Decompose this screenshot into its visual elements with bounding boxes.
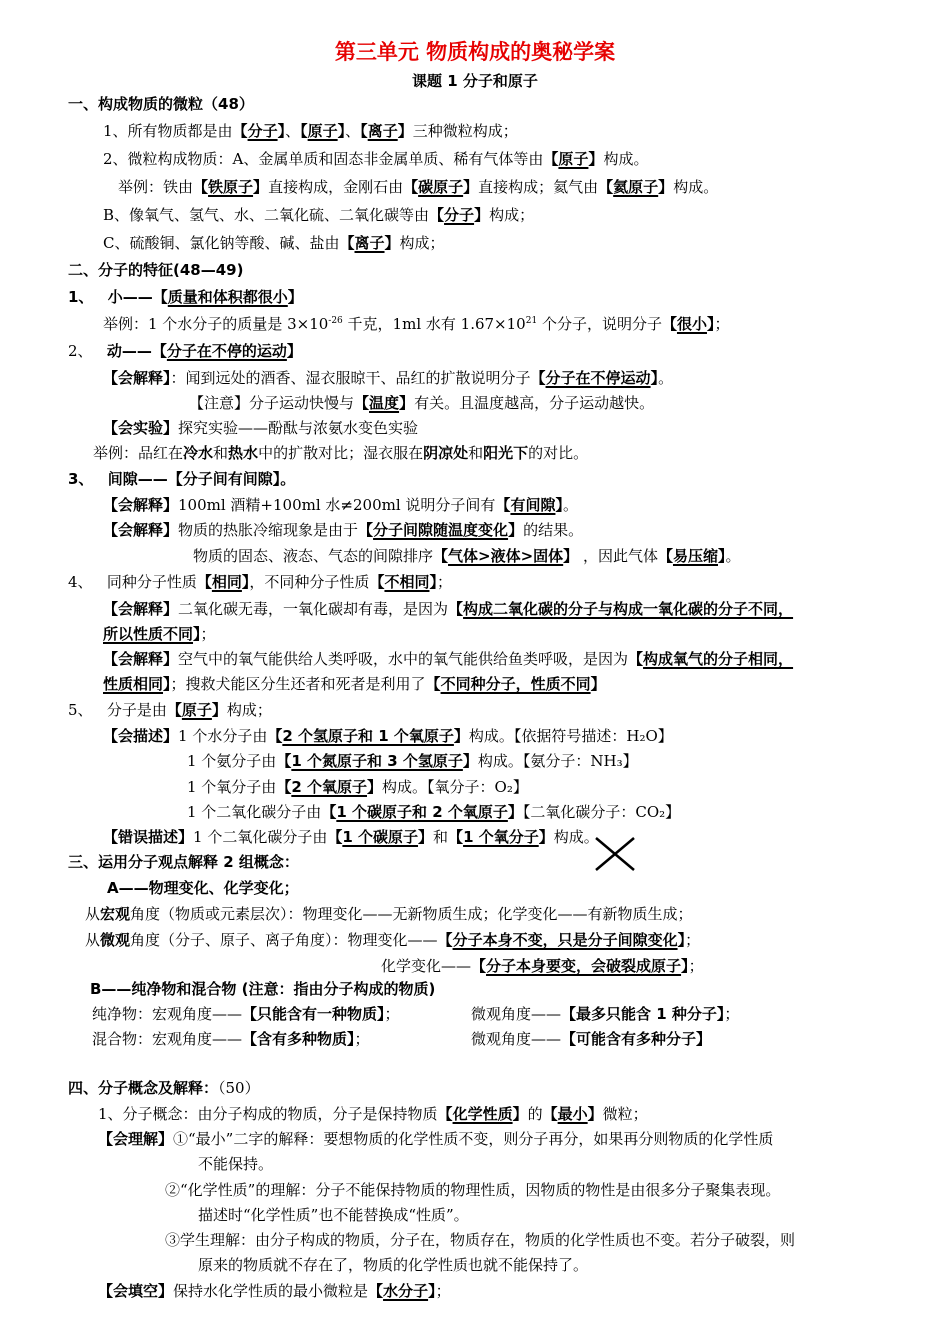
s3-a-chemical: 化学变化——【分子本身要变，会破裂成原子】； [381,957,704,975]
s2-p3-explain-2: 【会解释】物质的热胀冷缩现象是由于【分子间隙随温度变化】的结果。 [103,521,584,539]
section-1-heading: 一、构成物质的微粒（48） [68,95,254,113]
s2-p5-describe-4: 1 个二氧化碳分子由【1 个碳原子和 2 个氧原子】【二氧化碳分子：CO₂】 [187,803,681,821]
lesson-subtitle: 课题 1 分子和原子 [412,72,538,90]
s3-b-pure-micro: 微观角度——【最多只能含 1 种分子】； [471,1005,740,1023]
s2-p5-describe-2: 1 个氨分子由【1 个氮原子和 3 个氢原子】构成。【氨分子：NH₃】 [187,752,638,770]
s2-p5-describe-1: 【会描述】1 个水分子由【2 个氢原子和 1 个氧原子】构成。【依据符号描述：H₂O】 [103,727,673,745]
section-4-heading: 四、分子概念及解释：（50） [68,1079,260,1097]
s2-p3-explain-1: 【会解释】100ml 酒精+100ml 水≠200ml 说明分子间有【有间隙】。 [103,496,578,514]
page-title: 第三单元 物质构成的奥秘学案 [334,40,616,64]
s2-point-1-example: 举例：1 个水分子的质量是 $3\times 10^{-26}$ 千克，1ml 水有 $1.67\times 10^{21}$ 个分子，说明分子【很小】； [103,315,730,333]
s4-line-1: 1、分子概念：由分子构成的物质，分子是保持物质【化学性质】的【最小】微粒； [98,1105,648,1123]
s2-p3-explain-3: 物质的固态、液态、气态的间隙排序【气体>液体>固体】 ，因此气体【易压缩】。 [193,547,741,565]
s3-b-pure: 纯净物：宏观角度——【只能含有一种物质】； [92,1005,400,1023]
s4-understand-1: 【会理解】①“最小”二字的解释：要想物质的化学性质不变，则分子再分，如果再分则物质的化学性质 [98,1130,774,1148]
s2-point-5: 5、 分子是由【原子】构成； [68,701,272,719]
s2-p5-wrong-description: 【错误描述】1 个二氧化碳分子由【1 个碳原子】和【1 个氧分子】构成。 [103,828,599,846]
s1-line-5: C、硫酸铜、氯化钠等酸、碱、盐由【离子】构成； [103,234,445,252]
s2-p4-explain-2: 【会解释】空气中的氧气能供给人类呼吸，水中的氧气能供给鱼类呼吸，是因为【构成氧气的分子相同， [103,650,794,668]
s4-understand-2-cont: 描述时“化学性质”也不能替换成“性质”。 [198,1206,469,1224]
s4-understand-3-cont: 原来的物质就不存在了，物质的化学性质也就不能保持了。 [198,1256,589,1274]
s2-point-1: 1、 小——【质量和体积都很小】 [68,288,303,306]
s2-point-2: 2、 动——【分子在不停的运动】 [68,342,302,360]
s3-b-mixture: 混合物：宏观角度——【含有多种物质】； [92,1030,370,1048]
s3-a-heading: A——物理变化、化学变化； [107,879,299,897]
s1-line-3: 举例：铁由【铁原子】直接构成，金刚石由【碳原子】直接构成；氦气由【氦原子】构成。 [118,178,719,196]
s2-p2-example: 举例：品红在冷水和热水中的扩散对比；湿衣服在阴凉处和阳光下的对比。 [93,444,589,462]
section-3-heading: 三、运用分子观点解释 2 组概念： [68,853,299,871]
s3-b-mixture-micro: 微观角度——【可能含有多种分子】 [471,1030,712,1048]
s2-p4-explain-2-cont: 性质相同】；搜救犬能区分生还者和死者是利用了【不同种分子，性质不同】 [103,675,606,693]
s2-p2-note: 【注意】分子运动快慢与【温度】有关。且温度越高，分子运动越快。 [189,394,655,412]
s3-a-macro: 从宏观角度（物质或元素层次）：物理变化——无新物质生成；化学变化——有新物质生成； [85,905,693,923]
s2-p4-explain-1: 【会解释】二氧化碳无毒，一氧化碳却有毒，是因为【构成二氧化碳的分子与构成一氧化碳的分子不同， [103,600,794,618]
section-2-heading: 二、分子的特征(48—49) [68,261,244,279]
s2-p2-experiment: 【会实验】探究实验——酚酞与浓氨水变色实验 [103,419,419,437]
s1-line-4: B、像氧气、氢气、水、二氧化硫、二氧化碳等由【分子】构成； [103,206,535,224]
s2-point-4: 4、 同种分子性质【相同】，不同种分子性质【不相同】； [68,573,452,591]
s2-p2-explain: 【会解释】：闻到远处的酒香、湿衣服晾干、品红的扩散说明分子【分子在不停运动】。 [103,369,674,387]
s3-b-heading: B——纯净物和混合物 (注意：指由分子构成的物质) [90,980,436,998]
s4-understand-2: ②“化学性质”的理解：分子不能保持物质的物理性质，因物质的物性是由很多分子聚集表现。 [165,1181,781,1199]
s4-fill-blank: 【会填空】保持水化学性质的最小微粒是【水分子】； [98,1282,451,1300]
s2-p5-describe-3: 1 个氧分子由【2 个氧原子】构成。【氧分子：O₂】 [187,778,528,796]
s1-line-1: 1、所有物质都是由【分子】、【原子】、【离子】三种微粒构成； [103,122,518,140]
s4-understand-3: ③学生理解：由分子构成的物质，分子在，物质存在，物质的化学性质也不变。若分子破裂，则 [165,1231,796,1249]
s3-a-micro: 从微观角度（分子、原子、离子角度）：物理变化——【分子本身不变，只是分子间隙变化】； [85,931,701,949]
cross-mark-icon [593,836,637,872]
s2-point-3: 3、 间隙——【分子间有间隙】。 [68,470,296,488]
s1-line-2: 2、微粒构成物质：A、金属单质和固态非金属单质、稀有气体等由【原子】构成。 [103,150,649,168]
s2-p4-explain-1-cont: 所以性质不同】； [103,625,216,643]
s4-understand-1-cont: 不能保持。 [198,1155,274,1173]
